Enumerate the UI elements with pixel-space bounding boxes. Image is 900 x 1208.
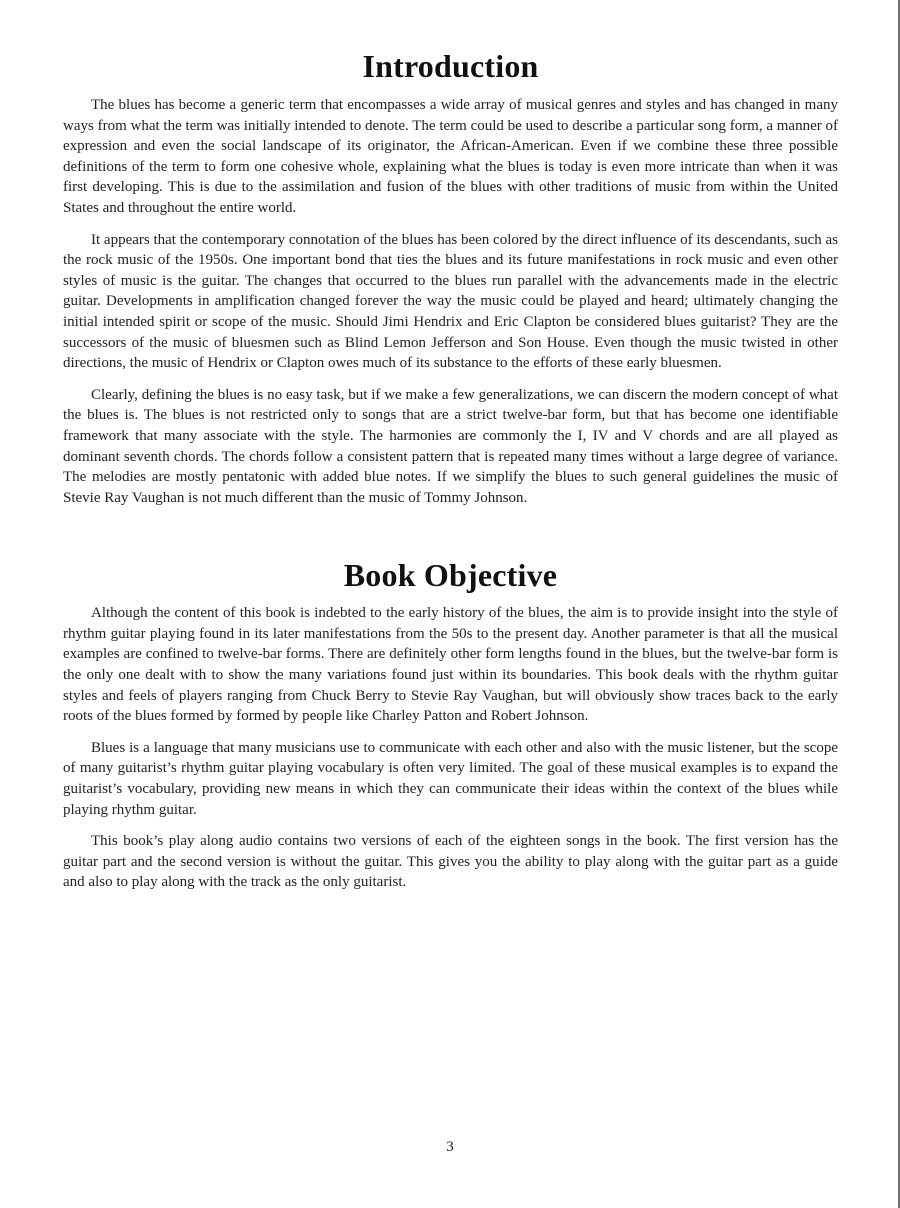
book-objective-paragraph-3: This book’s play along audio contains two versions of each of the eighteen songs in the book. The first version has the guitar part and the second version is without the guitar. This gives you the ability to play along with the guitar part as a guide and also to play along with the track as the only guitarist. — [63, 833, 838, 891]
introduction-heading: Introduction — [362, 48, 539, 84]
page-content — [63, 40, 838, 893]
introduction-paragraph-1: The blues has become a generic term that encompasses a wide array of musical genres and styles and has changed in many ways from what the term was initially intended to denote. The term could be used to describe a particular song form, a manner of expression and even the social landscape of its originator, the African-American. Even if we combine these three possible definitions of the term to form one cohesive whole, explaining what the blues is today is even more intricate than when it was first developing. This is due to the assimilation and fusion of the blues with other traditions of music from within the United States and throughout the entire world. — [63, 97, 838, 216]
introduction-paragraph-2: It appears that the contemporary connotation of the blues has been colored by the direct influence of its descendants, such as the rock music of the 1950s. One important bond that ties the blues and its future manifestations in rock music and even other styles of music is the guitar. The changes that occurred to the blues run parallel with the advancements made in the electric guitar. Developments in amplification changed forever the way the music could be played and heard; ultimately changing the initial intended spirit or scope of the music. Should Jimi Hendrix and Eric Clapton be considered blues guitarist? They are the successors of the music of bluesmen such as Blind Lemon Jefferson and Son House. Even though the music twisted in other directions, the music of Hendrix or Clapton owes much of its substance to the efforts of these early bluesmen. — [63, 231, 838, 372]
book-objective-paragraph-2: Blues is a language that many musicians use to communicate with each other and also with the music listener, but the scope of many guitarist’s rhythm guitar playing vocabulary is often very limited. The goal of these musical examples is to expand the guitarist’s vocabulary, providing new means in which they can communicate their ideas within the context of the blues while playing rhythm guitar. — [63, 739, 838, 818]
book-objective-heading: Book Objective — [343, 557, 558, 594]
page-number: 3 — [446, 1139, 454, 1155]
introduction-paragraph-3: Clearly, defining the blues is no easy task, but if we make a few generalizations, we can discern the modern concept of what the blues is. The blues is not restricted only to songs that are a strict twelve-bar form, but that has become one identifiable framework that many associate with the style. The harmonies are commonly the I, IV and V chords and are all played as dominant seventh chords. The chords follow a consistent pattern that is repeated many times without a large degree of variance. The melodies are mostly pentatonic with added blue notes. If we simplify the blues to such general guidelines the music of Stevie Ray Vaughan is not much different than the music of Tommy Johnson. — [63, 386, 838, 506]
book-objective-paragraph-1: Although the content of this book is indebted to the early history of the blues, the aim is to provide insight into the style of rhythm guitar playing found in its later manifestations from the 50s to the present day. Another parameter is that all the musical examples are confined to twelve-bar forms. There are definitely other form lengths found in the blues, but the twelve-bar form is the only one dealt with to show the many variations found just within its boundaries. This book deals with the rhythm guitar styles and feels of players ranging from Chuck Berry to Stevie Ray Vaughan, but will obviously show traces back to the early roots of the blues formed by formed by people like Charley Patton and Robert Johnson. — [63, 605, 838, 725]
